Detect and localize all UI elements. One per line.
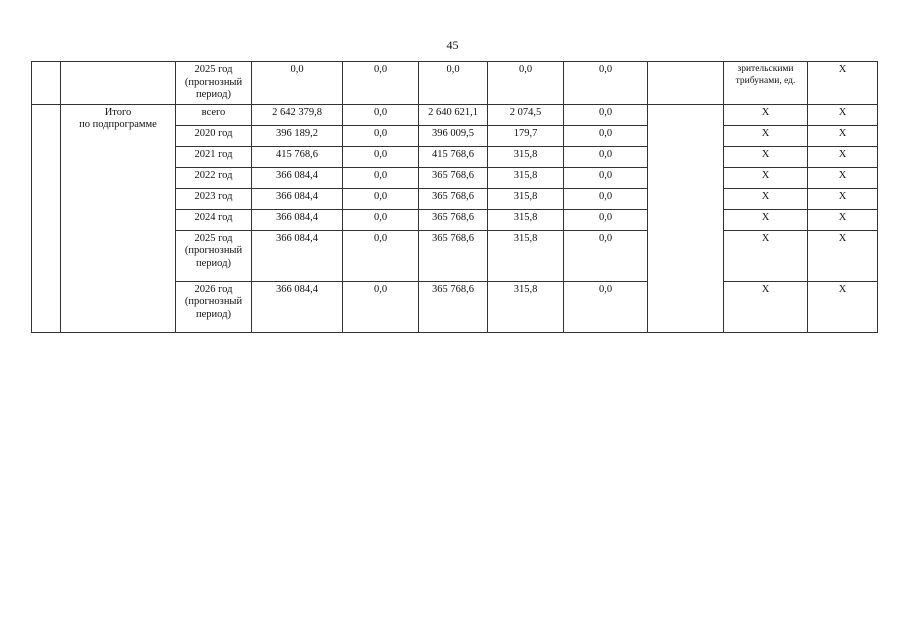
- x-cell: Х: [808, 167, 878, 188]
- value-cell: 0,0: [564, 230, 648, 281]
- value-cell: 0,0: [564, 62, 648, 105]
- budget-table: [31, 61, 878, 333]
- value-cell: 366 084,4: [252, 209, 343, 230]
- x-cell: Х: [724, 146, 808, 167]
- period-cell: 2025 год (прогнозный период): [176, 62, 252, 105]
- value-cell: 0,0: [419, 62, 488, 105]
- value-cell: 0,0: [564, 125, 648, 146]
- value-cell: 315,8: [488, 167, 564, 188]
- value-cell: 415 768,6: [252, 146, 343, 167]
- value-cell: 366 084,4: [252, 281, 343, 332]
- value-cell: 0,0: [343, 230, 419, 281]
- col-number-cell: [32, 62, 61, 105]
- x-cell: Х: [724, 188, 808, 209]
- x-cell: Х: [808, 104, 878, 125]
- col-number-cell: [32, 104, 61, 332]
- x-cell: Х: [808, 146, 878, 167]
- col-name-cell: [61, 62, 176, 105]
- value-cell: 315,8: [488, 146, 564, 167]
- value-cell: 0,0: [343, 188, 419, 209]
- x-cell: Х: [724, 209, 808, 230]
- period-cell: 2021 год: [176, 146, 252, 167]
- value-cell: 0,0: [252, 62, 343, 105]
- value-cell: 315,8: [488, 209, 564, 230]
- value-cell: 2 074,5: [488, 104, 564, 125]
- value-cell: 0,0: [564, 104, 648, 125]
- x-cell: Х: [808, 209, 878, 230]
- value-cell: 396 009,5: [419, 125, 488, 146]
- period-cell: 2023 год: [176, 188, 252, 209]
- value-cell: 0,0: [488, 62, 564, 105]
- value-cell: 366 084,4: [252, 230, 343, 281]
- x-cell: Х: [808, 125, 878, 146]
- value-cell: 365 768,6: [419, 281, 488, 332]
- value-cell: 2 642 379,8: [252, 104, 343, 125]
- x-cell: Х: [724, 167, 808, 188]
- subtotal-label: Итого по подпрограмме: [61, 104, 176, 332]
- value-cell: 415 768,6: [419, 146, 488, 167]
- period-cell: 2026 год (прогнозный период): [176, 281, 252, 332]
- period-cell: 2020 год: [176, 125, 252, 146]
- value-cell: 0,0: [343, 167, 419, 188]
- x-cell: Х: [724, 230, 808, 281]
- x-cell: Х: [724, 125, 808, 146]
- x-cell: Х: [724, 281, 808, 332]
- indicator-cell: зрительскими трибунами, ед.: [724, 62, 808, 105]
- value-cell: 2 640 621,1: [419, 104, 488, 125]
- table-row: [32, 104, 878, 125]
- value-cell: 365 768,6: [419, 188, 488, 209]
- x-cell: Х: [808, 230, 878, 281]
- value-cell: 0,0: [343, 146, 419, 167]
- value-cell: 0,0: [343, 125, 419, 146]
- value-cell: 365 768,6: [419, 167, 488, 188]
- value-cell: 315,8: [488, 281, 564, 332]
- value-cell: 365 768,6: [419, 230, 488, 281]
- value-cell: 0,0: [564, 146, 648, 167]
- x-cell: Х: [808, 188, 878, 209]
- value-cell: 0,0: [343, 281, 419, 332]
- value-cell: 0,0: [343, 104, 419, 125]
- x-cell: Х: [724, 104, 808, 125]
- value-cell: 0,0: [343, 209, 419, 230]
- x-cell: Х: [808, 281, 878, 332]
- value-cell: 365 768,6: [419, 209, 488, 230]
- value-cell: 0,0: [564, 281, 648, 332]
- value-cell: 366 084,4: [252, 188, 343, 209]
- value-cell: 396 189,2: [252, 125, 343, 146]
- value-cell: 179,7: [488, 125, 564, 146]
- period-cell: всего: [176, 104, 252, 125]
- value-cell: 0,0: [564, 209, 648, 230]
- period-cell: 2022 год: [176, 167, 252, 188]
- value-cell: 0,0: [564, 188, 648, 209]
- x-cell: Х: [808, 62, 878, 105]
- executor-cell: [648, 104, 724, 332]
- value-cell: 366 084,4: [252, 167, 343, 188]
- executor-cell: [648, 62, 724, 105]
- page-number: 45: [446, 38, 459, 52]
- value-cell: 315,8: [488, 230, 564, 281]
- period-cell: 2025 год (прогнозный период): [176, 230, 252, 281]
- value-cell: 315,8: [488, 188, 564, 209]
- value-cell: 0,0: [564, 167, 648, 188]
- table-row-continued: [32, 62, 878, 105]
- value-cell: 0,0: [343, 62, 419, 105]
- period-cell: 2024 год: [176, 209, 252, 230]
